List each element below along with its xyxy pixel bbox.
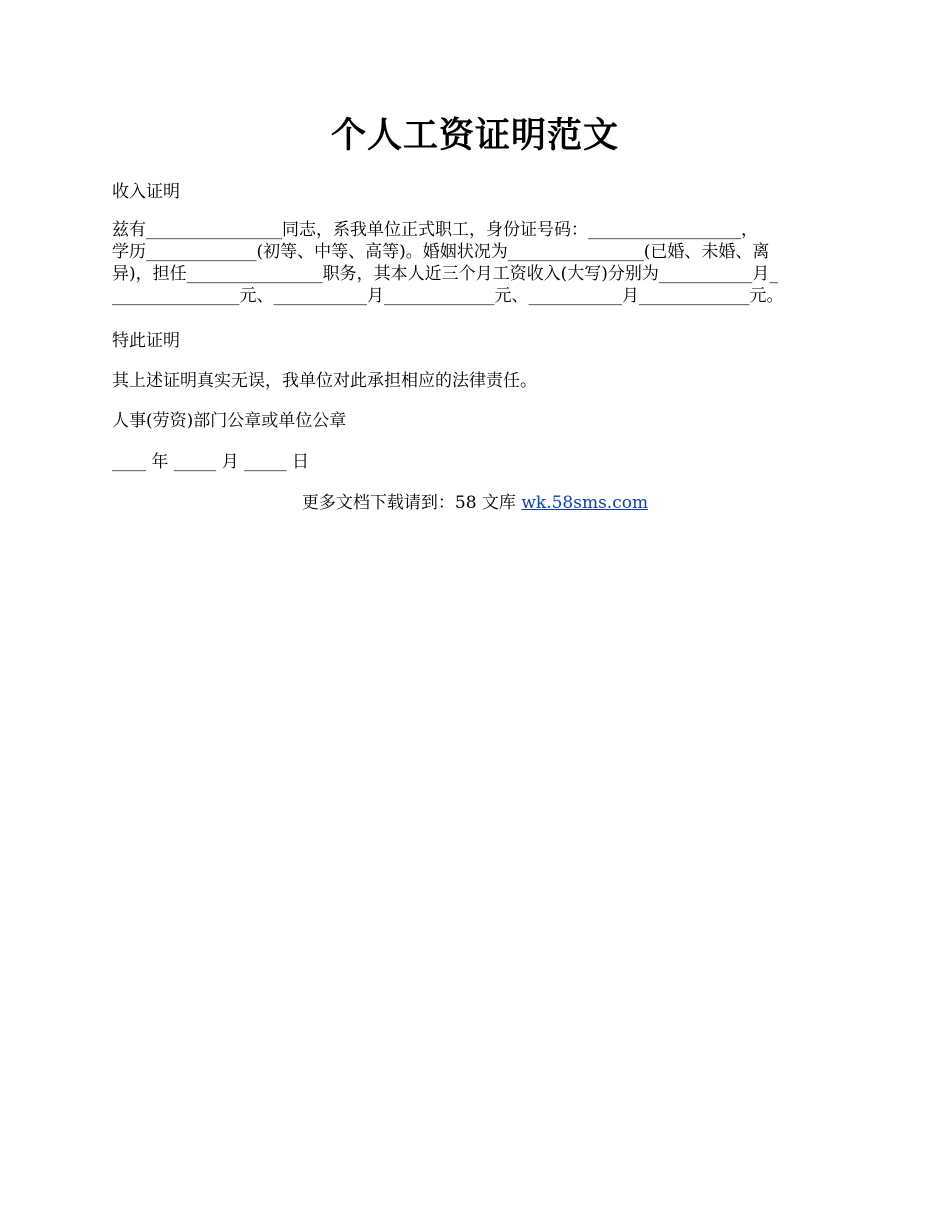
income-heading: 收入证明 <box>112 182 180 202</box>
body-line: 兹有________________同志，系我单位正式职工，身份证号码：__________________， <box>112 220 758 240</box>
special-certification: 特此证明 <box>112 331 180 351</box>
certificate-body <box>112 219 840 307</box>
liability-statement: 其上述证明真实无误，我单位对此承担相应的法律责任。 <box>112 371 537 391</box>
footer-text: 更多文档下载请到：58 文库 <box>301 493 522 513</box>
footer <box>0 492 950 514</box>
document-title: 个人工资证明范文 <box>330 115 619 156</box>
seal-line: 人事(劳资)部门公章或单位公章 <box>112 411 347 431</box>
body-line: _______________元、___________月_____________元、___________月_____________元。 <box>112 286 784 306</box>
body-line: 学历_____________(初等、中等、高等)。婚姻状况为________________(已婚、未婚、离 <box>112 242 770 262</box>
footer-link[interactable]: wk.58sms.com <box>521 493 649 513</box>
date-line: ____ 年 _____ 月 _____ 日 <box>112 452 310 472</box>
body-line: 异)，担任________________职务，其本人近三个月工资收入(大写)分别为___________月_ <box>112 264 778 284</box>
